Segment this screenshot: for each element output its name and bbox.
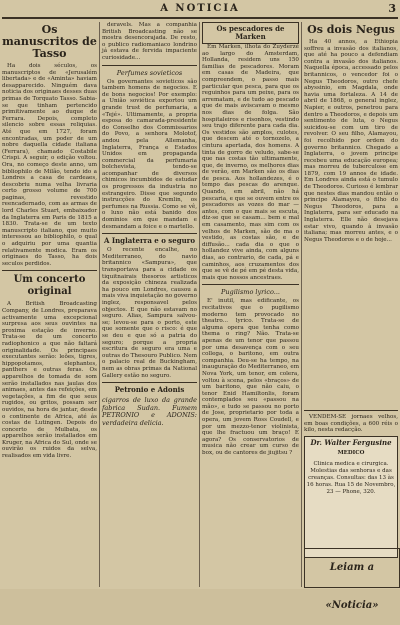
article-divider: [102, 65, 197, 66]
article-divider: [102, 233, 197, 234]
article-body-concerto: A British Broadcasting Company, de Londres, preparava activamente uma excepcional surpresa aos seus ouvintes na proxima estação de inverno. Trata-se de um concerto radiophonico a que não faltará originalidade. Os principaes executantes serão: leões, tigres, hippopotamos, elephantes, panthers e outras feras. Os apparelhos de tomada de som serão installados nas jaulas dos animaes, antes das refeições, em vegetações, a fim de que seus rugidos, ou gritos, possam ser ouvidos, na hora de jantar, desde o continente de Africa, até ás costas de Lutingen. Depois do concerto de Mulbata, os apparelhos serão installados em Kruger, na Africa do Sul, onde se ouvirão os ruidos da selva, realisados em vida livre.: [2, 301, 97, 460]
column-1: [2, 22, 97, 588]
article-headline-pugilismo: Pugilismo lyrico...: [220, 288, 280, 297]
column-divider: [99, 22, 100, 587]
article-body-marken: Em Marken, ilhota do Zuyderzé ao largo do Amsterdam, Hollanda, residem uns 150 familias de pescadores. Moram em casas de Madeira, que compreendem, o passo mais particular que pesca, para que os reguinhos para um peixe, para os arrematam, e de tudo ao pescado que de mais aviscavam o mesmo nos dias de folga. São hospitaleiros e risonhos, vestindo seu trajo diferente para cada dia. Os vestidos são amplos, culotes, que descem até o tornozelo, a cintura apertada, dos homens. A tinta de gorro de veludo, sabe-se que nas costas tão ultimamente, que, de inverno, os melhores dias de verão, em Marken são os dias de pesca. Aos hollandezes, é o tempo das pescas do arenque. Quando, em abril, não há pescaria, e que se ouvem entre os pescadores as vozes do mar — antes, com o que mais se escuta, diz-se que se casam... bem e mal em casamento, mas sim com os velhos de Marken, são de ma o vestido, as costas são, e de diffusão... cada dia o que o hollandez vive ainda, com alguns dias, ao contrario, de cada, pá e caminhos, aos cruzamentos dos que se vê de pé em pé desta vida, mais que nossos ancestraes.: [202, 44, 299, 281]
column-3: [202, 22, 299, 588]
advert-body-petronio: cigarros de luxo da grande fabrica Sudan. Fumem PETRONIO e ADONIS: verdadeira delicia.: [102, 396, 197, 427]
article-headline-concerto: Um concerto original: [13, 274, 86, 298]
classified-ad-jornaes: VENDEM-SE jornaes velhos, em boas condições, a 600 réis o kilo, nesta redacção.: [304, 414, 398, 434]
article-body-negus: Ha 40 annos, a Ethiopia soffreu a invasão dos italianos, que até ha pouco a defendiam contra a invasão dos italianos. Naquella época, accessado pelos britannicos, o vencedor foi o Negus Theodoros, outro chefe abyssinio, em Magdala, onde havia uma fortaleza. A 14 de abril de 1868, o general inglez, Napier, e outros, penetrou para dentro a Theodoros, e depois um sentimento de luta, o Negus suicidou-se com um tiro de revolver. O seu filho, Alamayou, foi recolhido por ordem do governo britannico. Chegado a Inglaterra, o jovem principe recebeu uma educação europea; mas morreu de tuberculose em 1879, com 19 annos de idade. Em Londres ainda está o tumulo de Theodoros. Curioso é lembrar que nestes dias mandou então o principe Alamayou, o filho do Negus Theodoros, para a Inglaterra, para ser educado na Inglaterra. Elle não desejava estar vivo, quando à invasão italiana; mas morreu antes, e o Negus Theodoros e o de hoje...: [304, 39, 398, 243]
article-headline-seguro: A Inglaterra e o seguro: [103, 236, 196, 246]
newspaper-title: A NOTICIA: [160, 3, 240, 14]
article-divider: [202, 284, 299, 285]
column-divider: [301, 22, 302, 587]
article-headline-box: [202, 22, 299, 44]
article-body-perfumes: Os governantes sovieticos são tambem homens de negocios. E de bons negocios! Por exemplo: a União soviética exportou um grande trust de perfumaria, a «Tejé». Ultimamente, a propria esposa do camarada-presidente do Conselho dos Commissarios do Povo, a senhora Molotof, andou pela Allemanha, Inglaterra, França e Estados Unidos em propaganda commercial da perfumaria bolchevista, tendo-se acompanhar de diversos chimicos incumbidos de estudar os progressos da industria no estrangeiro. Disse que segundo instrucções do Kremlin, os perfumes na Russia. Como se vê, o luxo não está banido dos dominios em que mandam e desmandam a foice e o martello.: [102, 78, 197, 230]
page-number: 3: [388, 2, 396, 15]
column-divider: [199, 22, 200, 587]
article-headline-tasso: Os manuscritos de Tasso: [2, 23, 97, 60]
ad-divider: [304, 410, 398, 411]
article-headline-marken: Os pescadores de Marken: [216, 24, 285, 41]
doctor-role: MEDICO: [337, 450, 365, 457]
doctor-details: Clinica medica e cirurgica. Molestias das senhoras e das creanças. Consultas: das 13 às 16 horas. Rua 15 de Novembro, 23 — Phone, 320.: [306, 461, 396, 496]
article-body-pugilismo: E' inutil, mas edificante, os recitativos que o pugilismo moderno tem provocado no theatro... lyrico. Trata-se de alguma opera que tenha como thema o ring? Não. Trata-se apenas de um tenor que passou por uma desavença com o seu collega, o baritono, em outra companhia. Deu-se ha tempo, na inauguração do Mediterraneo, em Nova York, um tenor, em colera, voltou à scena, pelos «braços» de um baritono, que não caiu, o tenor Enid Hamiltonlis, foram contemplados seu «passou na mão», e tudo se passou no porto de Jose, proprietario por toda a opera, um jovem Ross Coudell, e por um mezzo-tenor violinista, que lhe fractuou um braço! E agora? Os conservatorios de musica não crear um curso de box, ou de cantores de jiujitsu ?: [202, 298, 299, 457]
article-body-seguro: O recente encalhe, no Mediterraneo, do navio britannico «Sampura», que transportava para a cidade os tiquitnairais thesoros artisticos da exposição chineza realizada ha pouco em Londres, causou a mais viva inquietação no governo inglez, responsavel pelos objectos. E que não estavam no seguro. Alias, Sampura salvou-se; levou-se para o porto, este que somente que o risco: é que se deu e que só a patria do seguro; porque a propria escritura de seguro era uma e outras do Thesouro Publico. Nem o palacio real de Buckingham, nem as obras primas da National Gallery estão no seguro.: [102, 247, 197, 379]
page-header: [0, 0, 400, 20]
doctor-advert-box: [304, 436, 398, 558]
article-headline-negus: Os dois Negus: [307, 23, 395, 36]
leiam-noticia-advert: Leiam a «Noticia»: [304, 548, 400, 588]
article-body-tasso: Ha dois séculos, os manuscriptos de «Jerusalém libertada» e de «Aminta» haviam desapparecido. Ninguém dava noticia dos originaes desses duas primas de Torquato Tasso. Sabia-se que tinham pertencido primitivamente ao duque de Ferrara. Depois, completo silencio sobre essas reliquias. Até que em 1727, foram encontradas, um poder de um nobre daquella cidade italiana (Ferrara), chamado Costabile Crispi. A seguir, o edição voltou. Ora, no começo deste anno, um bibliophilo de Milão, tendo ido a Londres a casa de cardeaes, descobriu numa velha livraria certo grosso volume de 700 paginas, revestido reencadernado, com as armas de lord Charles Stuart, embaixador da Inglaterra em Paris de 1815 a 1830. Trata-se de um texto manuscripto italiano, que muito interessou ao bibliophilo, o qual o adquiriu por uma quantia relativamente modica. Eram os originaes do Tasso, ha dois seculos perdidos.: [2, 63, 97, 267]
classified-section: [304, 410, 398, 558]
column-4: [304, 22, 398, 406]
header-rule: [2, 17, 398, 19]
article-body-concerto-cont: deravels. Mas a companhia British Broadcasting não se mostra desencorajada. De resto, o publico radiomaniaco londrino já estava de fervida impaciente curiosidade...: [102, 22, 197, 61]
doctor-name: Dr. Walter Fergusine: [310, 437, 392, 447]
article-divider: [102, 382, 197, 383]
column-2: [102, 22, 197, 588]
article-divider: [2, 270, 97, 271]
advert-headline-petronio: Petronio e Adonis: [114, 385, 185, 395]
article-headline-perfumes: Perfumes sovieticos: [116, 68, 183, 77]
